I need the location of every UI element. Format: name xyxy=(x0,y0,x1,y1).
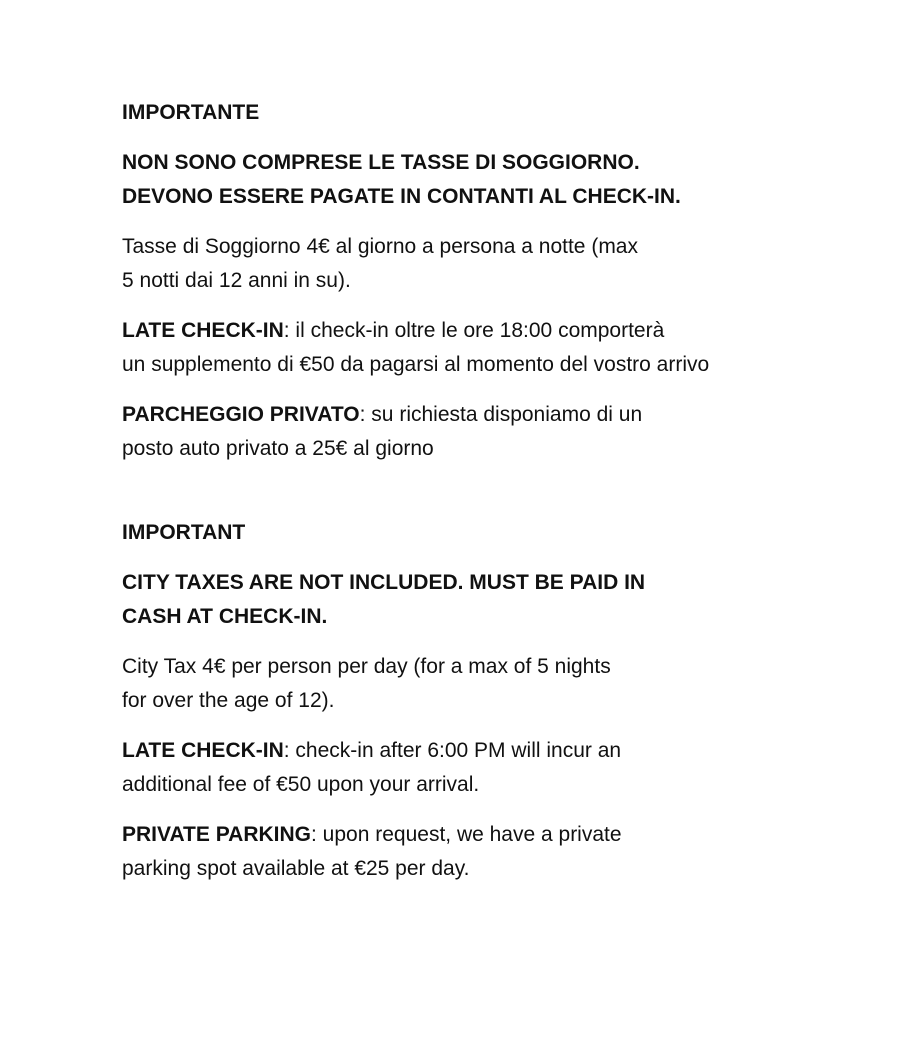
english-section xyxy=(122,516,842,886)
english-parking xyxy=(122,818,842,886)
english-late-checkin xyxy=(122,734,842,802)
italian-late-checkin-line-2: un supplemento di €50 da pagarsi al momento del vostro arrivo xyxy=(122,353,710,376)
english-city-tax-line-2: for over the age of 12). xyxy=(122,689,335,712)
italian-city-tax xyxy=(122,230,842,298)
english-city-tax-line-1: City Tax 4€ per person per day (for a max of 5 nights xyxy=(122,655,611,678)
italian-late-checkin-label: LATE CHECK-IN xyxy=(122,319,284,342)
english-parking-label: PRIVATE PARKING xyxy=(122,823,312,846)
italian-city-tax-line-1: Tasse di Soggiorno 4€ al giorno a persona a notte (max xyxy=(122,235,638,258)
italian-parking-text: : su richiesta disponiamo di un xyxy=(359,403,643,426)
italian-heading: IMPORTANTE xyxy=(122,101,260,124)
english-heading: IMPORTANT xyxy=(122,521,246,544)
italian-parking-label: PARCHEGGIO PRIVATO xyxy=(122,403,360,426)
italian-parking-line-1 xyxy=(122,398,842,432)
italian-tax-notice xyxy=(122,146,842,214)
english-city-tax xyxy=(122,650,842,718)
notice-document xyxy=(122,96,842,886)
english-tax-notice-line-1: CITY TAXES ARE NOT INCLUDED. MUST BE PAID IN xyxy=(122,571,646,594)
italian-parking xyxy=(122,398,842,466)
italian-city-tax-line-2: 5 notti dai 12 anni in su). xyxy=(122,269,351,292)
english-parking-text: : upon request, we have a private xyxy=(311,823,622,846)
italian-tax-notice-line-1: NON SONO COMPRESE LE TASSE DI SOGGIORNO. xyxy=(122,151,640,174)
italian-late-checkin-line-1 xyxy=(122,314,842,348)
italian-late-checkin-text: : il check-in oltre le ore 18:00 comporterà xyxy=(283,319,665,342)
english-parking-line-1 xyxy=(122,818,842,852)
english-late-checkin-line-1 xyxy=(122,734,842,768)
english-tax-notice-line-2: CASH AT CHECK-IN. xyxy=(122,605,328,628)
english-tax-notice xyxy=(122,566,842,634)
italian-parking-line-2: posto auto privato a 25€ al giorno xyxy=(122,437,434,460)
english-late-checkin-line-2: additional fee of €50 upon your arrival. xyxy=(122,773,480,796)
english-late-checkin-label: LATE CHECK-IN xyxy=(122,739,284,762)
english-late-checkin-text: : check-in after 6:00 PM will incur an xyxy=(283,739,622,762)
english-parking-line-2: parking spot available at €25 per day. xyxy=(122,857,470,880)
italian-section xyxy=(122,96,842,466)
italian-tax-notice-line-2: DEVONO ESSERE PAGATE IN CONTANTI AL CHECK-IN. xyxy=(122,185,681,208)
italian-late-checkin xyxy=(122,314,842,382)
